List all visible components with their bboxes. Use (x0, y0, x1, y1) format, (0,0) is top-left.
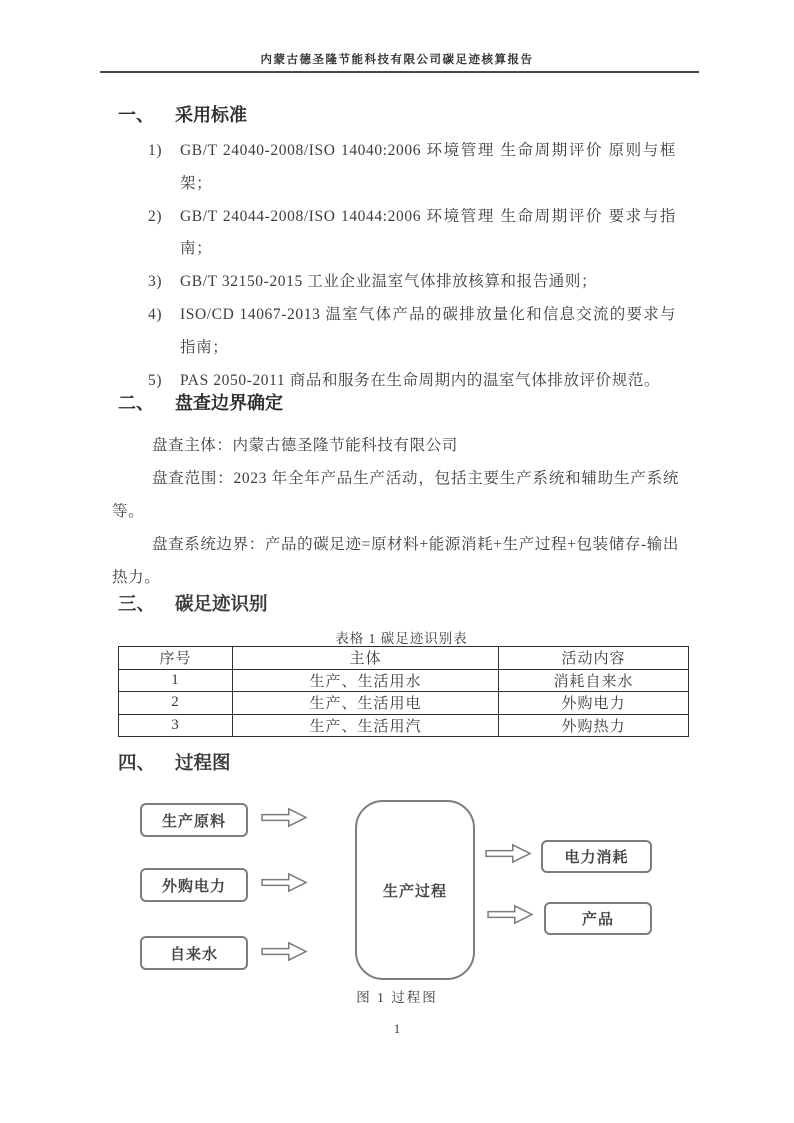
standards-list (148, 135, 676, 397)
cell-no: 1 (119, 669, 233, 692)
list-item (148, 201, 676, 267)
list-item-number: 2) (148, 207, 163, 225)
table-row (119, 669, 689, 692)
doc-header-title: 内蒙古德圣隆节能科技有限公司碳足迹核算报告 (260, 54, 534, 66)
section2-title: 盘查边界确定 (175, 393, 283, 413)
list-item (148, 135, 676, 201)
table-row (119, 714, 689, 737)
diagram-input-box-raw-materials: 生产原料 (140, 803, 248, 837)
cell-no: 2 (119, 692, 233, 715)
list-item-number: 1) (148, 142, 163, 159)
page-number: 1 (393, 1022, 401, 1036)
paragraph-subject: 盘查主体：内蒙古德圣隆节能科技有限公司 (152, 437, 458, 454)
diagram-input-box-purchased-electricity: 外购电力 (140, 868, 248, 902)
list-item-number: 4) (148, 305, 163, 323)
cell-subject: 生产、生活用水 (233, 669, 499, 692)
cell-activity: 外购电力 (499, 692, 689, 715)
section4-number: 四、 (118, 754, 156, 774)
flow-arrow-icon (259, 872, 309, 893)
section2-number: 二、 (118, 393, 154, 413)
flow-arrow-icon (259, 941, 309, 962)
list-item (148, 299, 676, 365)
table-header-row (119, 647, 689, 670)
section4-title: 过程图 (175, 754, 231, 774)
header-cell-activity: 活动内容 (499, 647, 689, 670)
section1-title: 采用标准 (175, 105, 247, 125)
section3-number: 三、 (118, 595, 156, 615)
section4-heading (118, 749, 231, 775)
section1-number: 一、 (118, 105, 154, 125)
cell-activity: 消耗自来水 (499, 669, 689, 692)
list-item (148, 266, 676, 299)
footprint-table (118, 646, 689, 737)
flow-arrow-icon (485, 904, 535, 925)
doc-header-rule (100, 71, 699, 73)
cell-activity: 外购热力 (499, 714, 689, 737)
list-item-text: GB/T 32150-2015 工业企业温室气体排放核算和报告通则； (180, 273, 598, 291)
list-item-text: GB/T 24044-2008/ISO 14044:2006 环境管理 生命周期评价 要求与指南； (180, 207, 676, 258)
diagram-output-box-electricity-consumption: 电力消耗 (541, 840, 652, 873)
section2-heading (118, 389, 283, 415)
header-cell-no: 序号 (119, 647, 233, 670)
figure-caption: 图 1 过程图 (356, 990, 438, 1005)
list-item-number: 3) (148, 273, 163, 291)
flow-arrow-icon (259, 807, 309, 828)
cell-subject: 生产、生活用汽 (233, 714, 499, 737)
section1-heading (118, 101, 247, 127)
list-item-text: GB/T 24040-2008/ISO 14040:2006 环境管理 生命周期评价 原则与框架； (180, 142, 676, 192)
diagram-process-box: 生产过程 (355, 800, 475, 980)
section3-heading (118, 590, 268, 616)
boundary-paragraphs (112, 429, 679, 594)
paragraph-scope: 盘查范围：2023 年全年产品生产活动，包括主要生产系统和辅助生产系统等。 (112, 470, 679, 520)
flow-arrow-icon (483, 843, 533, 864)
cell-no: 3 (119, 714, 233, 737)
header-cell-subject: 主体 (233, 647, 499, 670)
list-item-number: 5) (148, 371, 163, 389)
cell-subject: 生产、生活用电 (233, 692, 499, 715)
paragraph-system-boundary: 盘查系统边界：产品的碳足迹=原材料+能源消耗+生产过程+包装储存-输出热力。 (112, 536, 679, 586)
list-item-text: ISO/CD 14067-2013 温室气体产品的碳排放量化和信息交流的要求与指南； (180, 305, 676, 356)
table-caption: 表格 1 碳足迹识别表 (335, 631, 468, 646)
section3-title: 碳足迹识别 (175, 595, 268, 615)
list-item-text: PAS 2050-2011 商品和服务在生命周期内的温室气体排放评价规范。 (180, 371, 661, 389)
table-row (119, 692, 689, 715)
diagram-output-box-product: 产品 (544, 902, 652, 935)
diagram-input-box-tap-water: 自来水 (140, 936, 248, 970)
